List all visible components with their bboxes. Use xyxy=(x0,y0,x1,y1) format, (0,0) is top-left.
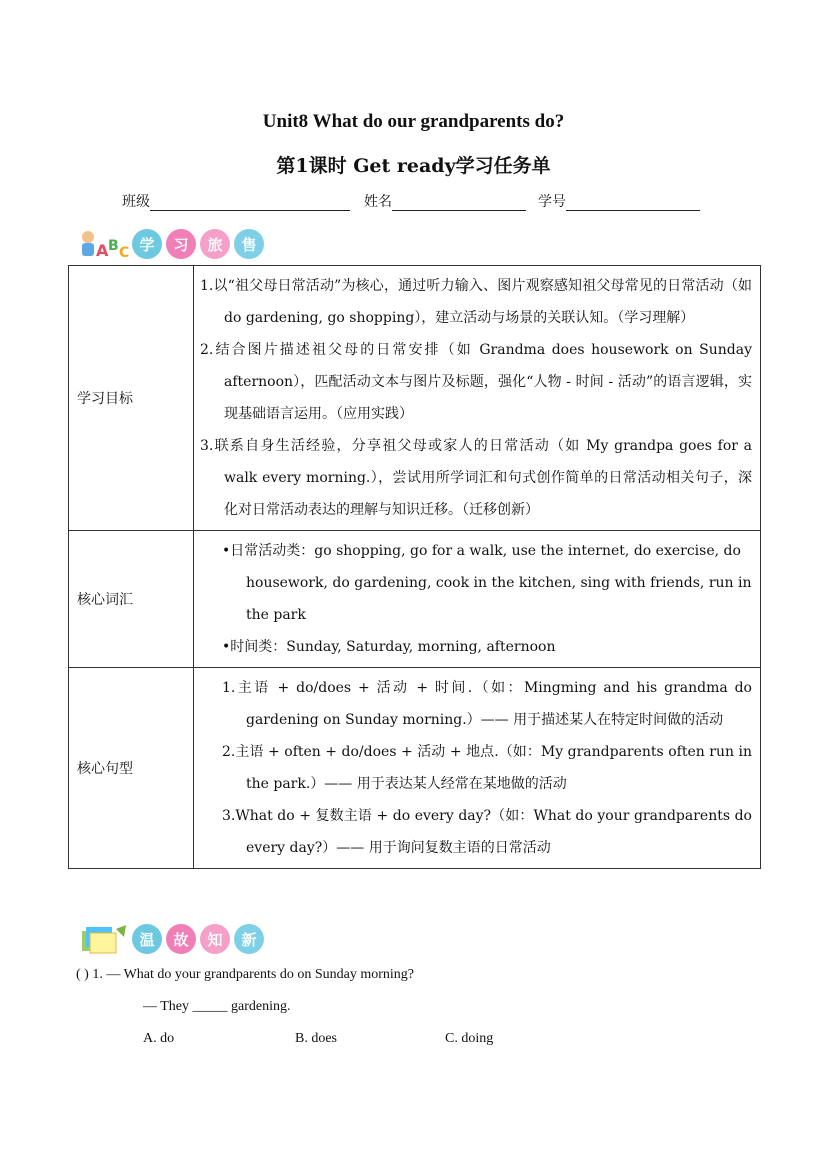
banner2-char-4: 新 xyxy=(234,924,264,954)
banner2-char-3: 知 xyxy=(200,924,230,954)
option-b[interactable]: B. does xyxy=(295,1031,337,1046)
study-banner xyxy=(76,227,268,261)
class-blank[interactable] xyxy=(150,194,350,211)
banner1-char-2: 习 xyxy=(166,229,196,259)
banner2-char-1: 温 xyxy=(132,924,162,954)
task-table xyxy=(68,265,761,869)
name-field[interactable] xyxy=(364,191,526,211)
exercise-question xyxy=(76,967,414,983)
svg-text:B: B xyxy=(108,238,119,254)
option-c[interactable]: C. doing xyxy=(445,1031,494,1046)
class-field[interactable] xyxy=(122,191,350,211)
vocab-label: 核心词汇 xyxy=(69,531,194,668)
vocab-row xyxy=(69,531,761,668)
vocab-time: •时间类：Sunday, Saturday, morning, afternoon xyxy=(222,639,556,655)
sentence-row xyxy=(69,668,761,869)
page-subtitle: 第1课时 Get ready学习任务单 xyxy=(276,155,551,177)
name-blank[interactable] xyxy=(392,194,526,211)
book-icon xyxy=(76,923,132,955)
banner1-char-4: 售 xyxy=(234,229,264,259)
option-a[interactable]: A. do xyxy=(143,1031,175,1046)
svg-text:C: C xyxy=(119,245,130,260)
banner1-char-3: 旅 xyxy=(200,229,230,259)
sentence-1: 1.主语 + do/does + 活动 + 时间.（如：Mingming and his grandma do gardening on Sunday morning.）—— 用于描述某人在特定时间做的活动 xyxy=(222,680,752,728)
goal-3: 3.联系自身生活经验，分享祖父母或家人的日常活动（如 My grandpa goes for a walk every morning.），尝试用所学词汇和句式创作简单的日常活动相关句子，深化对日常活动表达的理解与知识迁移。（迁移创新） xyxy=(200,438,752,518)
vocab-activities: •日常活动类：go shopping, go for a walk, use the internet, do exercise, do housework, do gardening, cook in the kitchen, sing with friends, run in the park xyxy=(222,543,752,623)
goals-row xyxy=(69,266,761,531)
sentence-3: 3.What do + 复数主语 + do every day?（如：What do your grandparents do every day?）—— 用于询问复数主语的日常活动 xyxy=(222,808,752,856)
sentence-2: 2.主语 + often + do/does + 活动 + 地点.（如：My grandparents often run in the park.）—— 用于表达某人经常在某地做的活动 xyxy=(222,744,752,792)
vocab-content xyxy=(194,531,761,668)
id-blank[interactable] xyxy=(566,194,700,211)
id-label: 学号 xyxy=(538,194,566,210)
sentence-content xyxy=(194,668,761,869)
goal-1: 1.以“祖父母日常活动”为核心，通过听力输入、图片观察感知祖父母常见的日常活动（如 do gardening, go shopping），建立活动与场景的关联认知。（学习理解） xyxy=(200,278,752,326)
banner1-char-1: 学 xyxy=(132,229,162,259)
answer-bracket[interactable]: ( ) xyxy=(76,967,89,982)
exercise-answer: — They _____ gardening. xyxy=(143,999,291,1014)
kids-abc-icon xyxy=(76,228,132,260)
goals-content xyxy=(194,266,761,531)
sentence-label: 核心句型 xyxy=(69,668,194,869)
question-text: 1. — What do your grandparents do on Sunday morning? xyxy=(92,967,415,982)
name-label: 姓名 xyxy=(364,194,392,210)
id-field[interactable] xyxy=(538,191,700,211)
svg-text:A: A xyxy=(96,241,109,260)
review-banner xyxy=(76,922,268,956)
class-label: 班级 xyxy=(122,194,150,210)
page-title: Unit8 What do our grandparents do? xyxy=(262,111,565,132)
banner2-char-2: 故 xyxy=(166,924,196,954)
goals-label: 学习目标 xyxy=(69,266,194,531)
goal-2: 2.结合图片描述祖父母的日常安排（如 Grandma does housework on Sunday afternoon），匹配活动文本与图片及标题，强化“人物 - 时间 - 活动”的语言逻辑，实现基础语言运用。（应用实践） xyxy=(200,342,752,422)
